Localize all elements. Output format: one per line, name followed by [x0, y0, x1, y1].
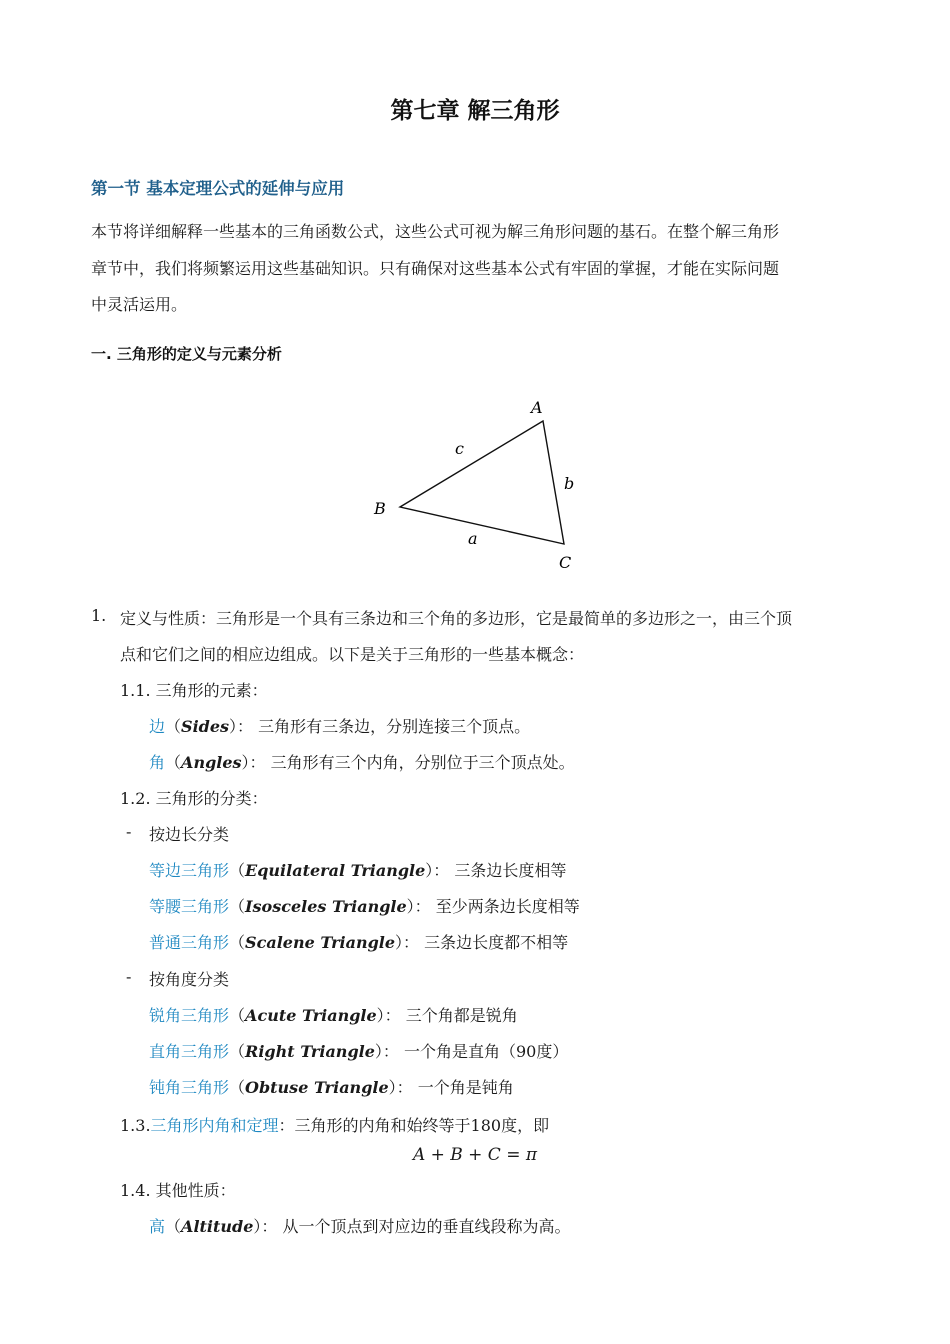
vertex-c-label: C [559, 553, 572, 572]
item-1-2-label: 1.2. 三角形的分类： [120, 789, 268, 808]
vertex-a-label: A [531, 398, 543, 417]
paren-open: （ [229, 1078, 246, 1097]
isosceles-entry [149, 894, 580, 917]
obtuse-desc: 一个角是钝角 [417, 1078, 514, 1097]
triangle-figure [360, 392, 600, 586]
paren-open: （ [165, 717, 182, 736]
chapter-title: 第七章 解三角形 [390, 98, 560, 124]
subsection-title: 一. 三角形的定义与元素分析 [91, 345, 282, 363]
paren-close: ）： [395, 933, 420, 952]
paren-close: ）： [241, 753, 266, 772]
side-b-label: b [564, 474, 575, 493]
paren-close: ）： [425, 861, 450, 880]
triangle-outline [400, 421, 564, 544]
section-title: 第一节 基本定理公式的延伸与应用 [91, 179, 345, 198]
angles-term: 角 [149, 753, 166, 772]
altitude-desc: 从一个顶点到对应边的垂直线段称为高。 [282, 1217, 571, 1236]
item-1-1-label: 1.1. 三角形的元素： [120, 681, 268, 700]
item-1-3 [120, 1113, 549, 1136]
bullet-dash: - [126, 967, 132, 986]
paren-open: （ [165, 1217, 182, 1236]
paren-close: ）： [229, 717, 254, 736]
paren-close: ）： [374, 1042, 399, 1061]
right-term: 直角三角形 [149, 1042, 230, 1061]
obtuse-term: 钝角三角形 [149, 1078, 230, 1097]
angles-desc: 三角形有三个内角，分别位于三个顶点处。 [270, 753, 575, 772]
sides-term: 边 [149, 717, 166, 736]
paren-open: （ [229, 933, 246, 952]
paren-close: ）： [406, 897, 431, 916]
side-c-label: c [455, 439, 464, 458]
obtuse-entry [149, 1075, 514, 1098]
item-1-number: 1. [91, 606, 107, 625]
item-1-3-number: 1.3. [120, 1116, 151, 1135]
paren-close: ）： [253, 1217, 278, 1236]
angle-sum-term: 三角形内角和定理 [150, 1116, 279, 1135]
angles-en: Angles [181, 753, 242, 772]
right-entry [149, 1039, 568, 1062]
scalene-desc: 三条边长度都不相等 [424, 933, 569, 952]
angle-sum-desc: ：三角形的内角和始终等于180度，即 [278, 1116, 550, 1135]
side-a-label: a [468, 529, 478, 548]
angle-sum-formula: A + B + C = π [412, 1145, 538, 1165]
sides-entry [149, 714, 530, 737]
paren-open: （ [229, 1006, 246, 1025]
right-desc: 一个角是直角（90度） [404, 1042, 569, 1061]
right-en: Right Triangle [245, 1042, 375, 1061]
intro-line: 章节中，我们将频繁运用这些基础知识。只有确保对这些基本公式有牢固的掌握，才能在实际问题 [91, 258, 780, 278]
intro-line: 中灵活运用。 [91, 295, 188, 314]
by-side-label: 按边长分类 [149, 825, 230, 844]
intro-line: 本节将详细解释一些基本的三角函数公式，这些公式可视为解三角形问题的基石。在整个解三角形 [91, 222, 780, 241]
altitude-term: 高 [149, 1217, 166, 1236]
obtuse-en: Obtuse Triangle [245, 1078, 389, 1097]
triangle-diagram [360, 392, 600, 582]
sides-en: Sides [181, 717, 230, 736]
isosceles-term: 等腰三角形 [149, 897, 230, 916]
paren-open: （ [229, 1042, 246, 1061]
equilateral-en: Equilateral Triangle [245, 861, 426, 880]
paren-close: ）： [388, 1078, 413, 1097]
item-1-line2: 点和它们之间的相应边组成。以下是关于三角形的一些基本概念： [120, 645, 585, 664]
isosceles-en: Isosceles Triangle [245, 897, 407, 916]
acute-desc: 三个角都是锐角 [405, 1006, 518, 1025]
scalene-entry [149, 930, 568, 953]
by-angle-label: 按角度分类 [149, 970, 230, 989]
altitude-entry [149, 1214, 571, 1237]
equilateral-desc: 三条边长度相等 [454, 861, 567, 880]
isosceles-desc: 至少两条边长度相等 [435, 897, 580, 916]
equilateral-entry [149, 858, 566, 881]
paren-close: ）： [376, 1006, 401, 1025]
paren-open: （ [165, 753, 182, 772]
equilateral-term: 等边三角形 [149, 861, 230, 880]
item-1-line1: 定义与性质：三角形是一个具有三条边和三个角的多边形，它是最简单的多边形之一，由三个顶 [120, 609, 793, 628]
paren-open: （ [229, 897, 246, 916]
scalene-term: 普通三角形 [149, 933, 230, 952]
vertex-b-label: B [374, 499, 386, 518]
acute-term: 锐角三角形 [149, 1006, 230, 1025]
sides-desc: 三角形有三条边，分别连接三个顶点。 [258, 717, 531, 736]
item-1-4-label: 1.4. 其他性质： [120, 1181, 236, 1200]
acute-entry [149, 1003, 518, 1026]
scalene-en: Scalene Triangle [245, 933, 396, 952]
bullet-dash: - [126, 822, 132, 841]
angles-entry [149, 750, 575, 773]
acute-en: Acute Triangle [245, 1006, 377, 1025]
intro-paragraph [91, 214, 861, 324]
paren-open: （ [229, 861, 246, 880]
altitude-en: Altitude [181, 1217, 254, 1236]
